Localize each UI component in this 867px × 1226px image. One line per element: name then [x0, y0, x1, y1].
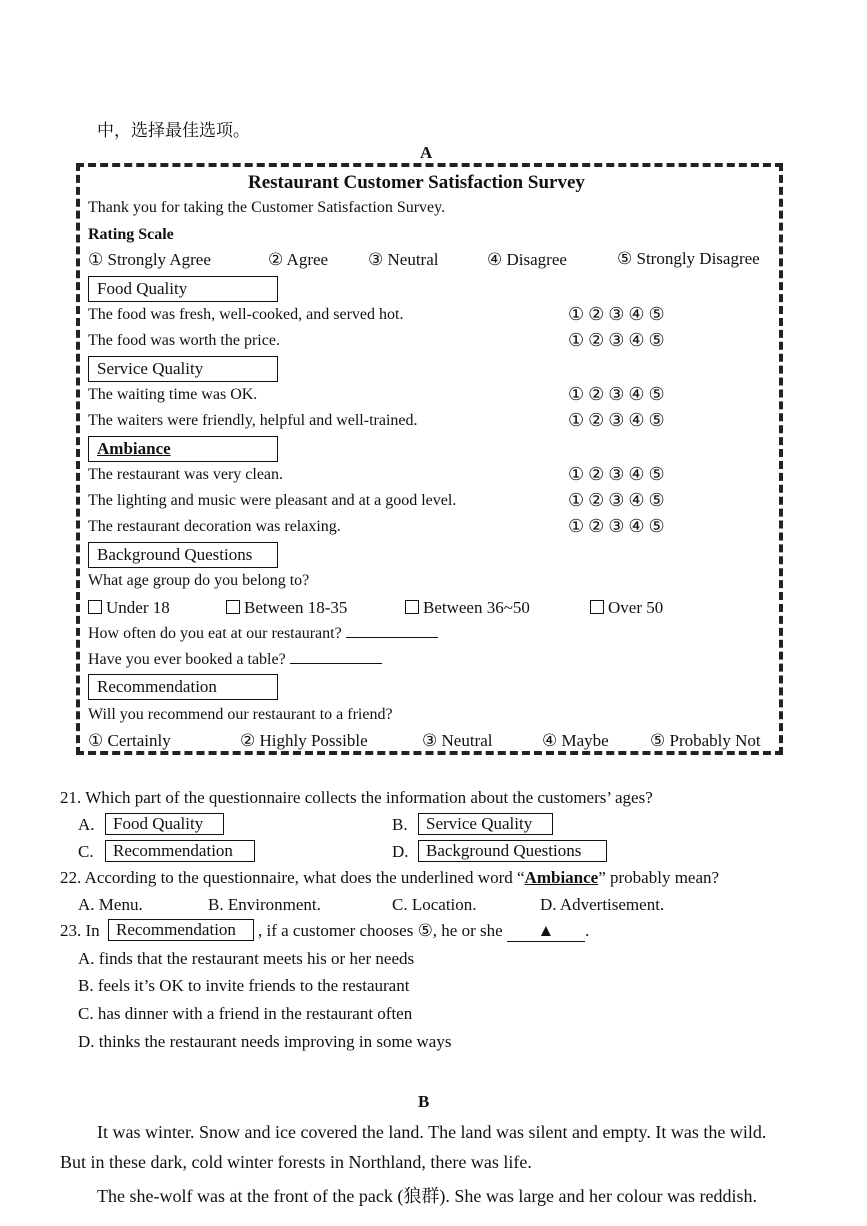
section-b-heading: B	[418, 1092, 430, 1111]
food-item-2: The food was worth the price.	[88, 332, 280, 349]
passage-line-2: But in these dark, cold winter forests in Northland, there was life.	[60, 1152, 532, 1172]
food-item-1: The food was fresh, well-cooked, and served hot.	[88, 306, 404, 323]
background-questions-label: Background Questions	[88, 542, 278, 568]
service-item-2: The waiters were friendly, helpful and well-trained.	[88, 412, 418, 429]
food-quality-label: Food Quality	[88, 276, 278, 302]
scale-strongly-agree: ① Strongly Agree	[88, 250, 211, 269]
ambiance-item-2-circles: ①②③④⑤	[568, 490, 669, 510]
passage-line-3: The she-wolf was at the front of the pack (狼群). She was large and her colour was reddish.	[97, 1186, 757, 1206]
q23-pre: 23. In	[60, 921, 100, 940]
age-option-36-50[interactable]: Between 36~50	[405, 598, 530, 618]
q21-option-c[interactable]: Recommendation	[105, 840, 255, 862]
q23-option-c[interactable]: C. has dinner with a friend in the restaurant often	[78, 1004, 413, 1023]
service-item-1-circles: ①②③④⑤	[568, 384, 669, 404]
q23-option-b[interactable]: B. feels it’s OK to invite friends to the restaurant	[78, 976, 410, 995]
q22-option-b[interactable]: B. Environment.	[208, 895, 321, 914]
q22-option-c[interactable]: C. Location.	[392, 895, 477, 914]
ambiance-item-2: The lighting and music were pleasant and at a good level.	[88, 492, 457, 509]
scale-strongly-disagree: ⑤ Strongly Disagree	[617, 249, 760, 268]
q22-option-a[interactable]: A. Menu.	[78, 895, 143, 914]
checkbox-icon[interactable]	[88, 600, 102, 614]
food-item-1-circles: ①②③④⑤	[568, 304, 669, 324]
q21-option-b[interactable]: Service Quality	[418, 813, 553, 835]
service-item-1: The waiting time was OK.	[88, 386, 258, 403]
section-a-heading: A	[420, 143, 433, 162]
age-option-over-50[interactable]: Over 50	[590, 598, 663, 618]
scale-agree: ② Agree	[268, 250, 329, 269]
q22-stem: 22. According to the questionnaire, what does the underlined word “Ambiance” probably mean?	[60, 868, 720, 887]
recommend-certainly: ① Certainly	[88, 731, 171, 750]
intro-text: 中，选择最佳选项。	[97, 121, 250, 140]
recommend-probably-not: ⑤ Probably Not	[650, 731, 761, 750]
age-question: What age group do you belong to?	[88, 572, 310, 589]
q21-d-letter: D.	[392, 842, 409, 861]
scale-disagree: ④ Disagree	[487, 250, 567, 269]
ambiance-item-3: The restaurant decoration was relaxing.	[88, 518, 341, 535]
ambiance-item-3-circles: ①②③④⑤	[568, 516, 669, 536]
q21-option-a[interactable]: Food Quality	[105, 813, 224, 835]
recommend-highly-possible: ② Highly Possible	[240, 731, 368, 750]
recommend-question: Will you recommend our restaurant to a friend?	[88, 706, 393, 723]
survey-title: Restaurant Customer Satisfaction Survey	[248, 172, 585, 193]
q22-option-d[interactable]: D. Advertisement.	[540, 895, 665, 914]
q23-recommendation-box: Recommendation	[108, 919, 254, 941]
recommend-neutral: ③ Neutral	[422, 731, 493, 750]
q23-stem: , if a customer chooses ⑤, he or she ▲ .	[258, 921, 590, 940]
q23-answer-blank[interactable]	[507, 921, 585, 942]
checkbox-icon[interactable]	[405, 600, 419, 614]
how-often-blank[interactable]	[346, 637, 438, 638]
recommend-maybe: ④ Maybe	[542, 731, 609, 750]
ambiance-label: Ambiance	[88, 436, 278, 462]
q23-option-a[interactable]: A. finds that the restaurant meets his or her needs	[78, 949, 415, 968]
scale-neutral: ③ Neutral	[368, 250, 439, 269]
recommendation-label: Recommendation	[88, 674, 278, 700]
q22-underlined-word: Ambiance	[524, 868, 599, 887]
booked-blank[interactable]	[290, 663, 382, 664]
booked-question: Have you ever booked a table?	[88, 651, 382, 669]
how-often-question: How often do you eat at our restaurant?	[88, 625, 438, 643]
food-item-2-circles: ①②③④⑤	[568, 330, 669, 350]
q21-b-letter: B.	[392, 815, 408, 834]
age-option-under-18[interactable]: Under 18	[88, 598, 170, 618]
passage-line-1: It was winter. Snow and ice covered the land. The land was silent and empty. It was the wild.	[97, 1122, 767, 1142]
q21-a-letter: A.	[78, 815, 95, 834]
ambiance-item-1-circles: ①②③④⑤	[568, 464, 669, 484]
rating-scale-heading: Rating Scale	[88, 226, 174, 243]
checkbox-icon[interactable]	[590, 600, 604, 614]
q21-stem: 21. Which part of the questionnaire collects the information about the customers’ ages?	[60, 788, 653, 807]
checkbox-icon[interactable]	[226, 600, 240, 614]
q21-c-letter: C.	[78, 842, 94, 861]
q23-option-d[interactable]: D. thinks the restaurant needs improving in some ways	[78, 1032, 452, 1051]
age-option-18-35[interactable]: Between 18-35	[226, 598, 347, 618]
service-quality-label: Service Quality	[88, 356, 278, 382]
survey-thanks: Thank you for taking the Customer Satisfaction Survey.	[88, 199, 446, 216]
triangle-icon: ▲	[537, 921, 555, 940]
q21-option-d[interactable]: Background Questions	[418, 840, 607, 862]
service-item-2-circles: ①②③④⑤	[568, 410, 669, 430]
ambiance-item-1: The restaurant was very clean.	[88, 466, 284, 483]
